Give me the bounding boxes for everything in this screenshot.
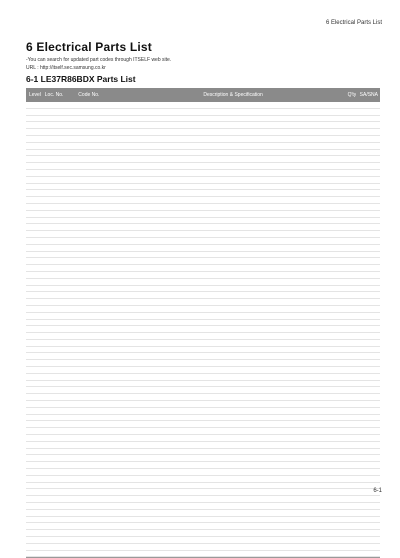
table-row bbox=[26, 483, 380, 490]
table-row bbox=[26, 292, 380, 299]
table-row bbox=[26, 347, 380, 354]
table-row bbox=[26, 476, 380, 483]
table-row bbox=[26, 408, 380, 415]
table-row bbox=[26, 326, 380, 333]
table-row bbox=[26, 129, 380, 136]
table-row bbox=[26, 394, 380, 401]
table-row bbox=[26, 537, 380, 544]
table-row bbox=[26, 530, 380, 537]
table-row bbox=[26, 551, 380, 558]
table-row bbox=[26, 510, 380, 517]
table-row bbox=[26, 170, 380, 177]
table-row bbox=[26, 469, 380, 476]
table-row bbox=[26, 428, 380, 435]
table-row bbox=[26, 489, 380, 496]
search-note-text: -You can search for updated part codes through ITSELF web site. bbox=[26, 57, 172, 63]
header-qty: Q'ty bbox=[347, 92, 357, 98]
header-description: Description & Specification bbox=[203, 92, 263, 98]
table-row bbox=[26, 184, 380, 191]
table-row bbox=[26, 286, 380, 293]
table-row bbox=[26, 279, 380, 286]
table-row bbox=[26, 190, 380, 197]
table-row bbox=[26, 122, 380, 129]
table-row bbox=[26, 197, 380, 204]
table-row bbox=[26, 102, 380, 109]
table-row bbox=[26, 177, 380, 184]
table-row bbox=[26, 272, 380, 279]
table-row bbox=[26, 218, 380, 225]
table-row bbox=[26, 163, 380, 170]
table-row bbox=[26, 340, 380, 347]
table-row bbox=[26, 109, 380, 116]
table-row bbox=[26, 353, 380, 360]
table-row bbox=[26, 224, 380, 231]
table-row bbox=[26, 238, 380, 245]
table-row bbox=[26, 211, 380, 218]
table-row bbox=[26, 421, 380, 428]
header-section-label: 6 Electrical Parts List bbox=[325, 20, 382, 26]
table-row bbox=[26, 360, 380, 367]
table-row bbox=[26, 387, 380, 394]
table-row bbox=[26, 265, 380, 272]
table-row bbox=[26, 299, 380, 306]
table-row bbox=[26, 455, 380, 462]
table-row bbox=[26, 231, 380, 238]
table-row bbox=[26, 442, 380, 449]
search-notes bbox=[26, 56, 171, 72]
page-number: 6-1 bbox=[373, 488, 382, 494]
section-title: 6-1 LE37R86BDX Parts List bbox=[26, 74, 136, 84]
search-note-url: URL : http://itself.sec.samsung.co.kr bbox=[26, 65, 106, 71]
table-row bbox=[26, 116, 380, 123]
table-row bbox=[26, 367, 380, 374]
table-row bbox=[26, 523, 380, 530]
header-loc-no: Loc. No. bbox=[44, 92, 64, 98]
table-row bbox=[26, 252, 380, 259]
table-row bbox=[26, 258, 380, 265]
table-row bbox=[26, 503, 380, 510]
table-row bbox=[26, 333, 380, 340]
page-title: 6 Electrical Parts List bbox=[26, 40, 152, 54]
table-row bbox=[26, 462, 380, 469]
table-row bbox=[26, 306, 380, 313]
table-row bbox=[26, 204, 380, 211]
table-header bbox=[26, 88, 380, 102]
table-row bbox=[26, 544, 380, 551]
table-row bbox=[26, 415, 380, 422]
table-row bbox=[26, 449, 380, 456]
header-level: Level bbox=[29, 92, 41, 98]
table-row bbox=[26, 136, 380, 143]
table-row bbox=[26, 496, 380, 503]
header-code-no: Code No. bbox=[78, 92, 100, 98]
table-row bbox=[26, 435, 380, 442]
parts-table bbox=[26, 88, 380, 558]
table-row bbox=[26, 381, 380, 388]
table-row bbox=[26, 320, 380, 327]
table-row bbox=[26, 401, 380, 408]
table-row bbox=[26, 374, 380, 381]
table-row bbox=[26, 156, 380, 163]
header-sa-sna: SA/SNA bbox=[359, 92, 378, 98]
table-rows bbox=[26, 102, 380, 557]
table-row bbox=[26, 313, 380, 320]
table-row bbox=[26, 245, 380, 252]
table-row bbox=[26, 143, 380, 150]
table-row bbox=[26, 150, 380, 157]
